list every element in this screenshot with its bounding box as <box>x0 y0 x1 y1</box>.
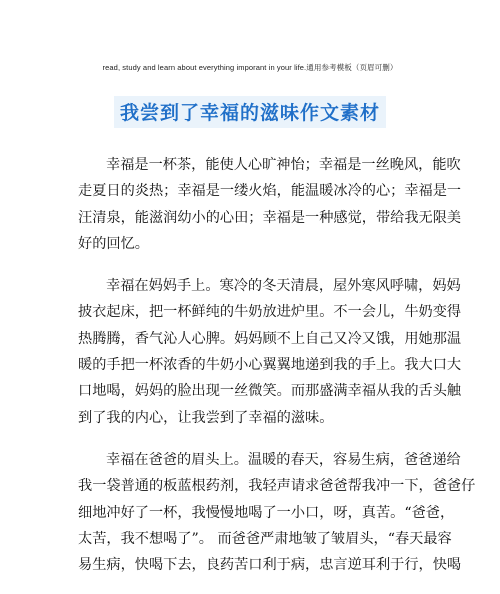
text-line: 我一袋普通的板蓝根药剂，我轻声请求爸爸帮我冲一下，爸爸仔 <box>78 478 476 495</box>
document-body <box>78 152 476 594</box>
text-line: 幸福在妈妈手上。寒冷的冬天清晨，屋外寒风呼啸，妈妈 <box>106 278 461 295</box>
text-line: 细地冲好了一杯，我慢慢地喝了一小口，呀，真苦。“爸爸， <box>78 504 455 521</box>
text-line: 热腾腾，香气沁人心脾。妈妈顾不上自己又冷又饿，用她那温 <box>78 330 462 347</box>
paragraph <box>78 447 476 578</box>
text-line: 披衣起床，把一杯鲜纯的牛奶放进炉里。不一会儿，牛奶变得 <box>78 304 462 321</box>
text-line: 暖的手把一杯浓香的牛奶小心翼翼地递到我的手上。我大口大 <box>78 357 462 374</box>
document-title: 我尝到了幸福的滋味作文素材 <box>114 96 386 128</box>
text-line: 口地喝，妈妈的脸出现一丝微笑。而那盛满幸福从我的舌头触 <box>78 383 462 400</box>
text-line: 到了我的内心，让我尝到了幸福的滋味。 <box>78 409 334 426</box>
title-container <box>0 96 500 128</box>
text-line: 易生病，快喝下去，良药苦口利于病，忠言逆耳利于行，快喝 <box>78 557 462 574</box>
text-line: 汪清泉，能滋润幼小的心田；幸福是一种感觉，带给我无限美 <box>78 209 462 226</box>
paragraph <box>78 152 462 257</box>
text-line: 好的回忆。 <box>78 235 149 252</box>
page-header-note: read, study and learn about everything imporant in your life.通用参考模板（页眉可删） <box>102 63 398 72</box>
text-line: 幸福在爸爸的眉头上。温暖的春天，容易生病，爸爸递给 <box>106 451 461 468</box>
text-line: 幸福是一杯茶，能使人心旷神怡；幸福是一丝晚风，能吹 <box>106 157 461 173</box>
paragraph <box>78 273 462 431</box>
text-line: 太苦，我不想喝了”。 而爸爸严肃地皱了皱眉头，“春天最容 <box>78 530 452 547</box>
text-line: 走夏日的炎热；幸福是一缕火焰，能温暖冰冷的心；幸福是一 <box>78 183 462 200</box>
